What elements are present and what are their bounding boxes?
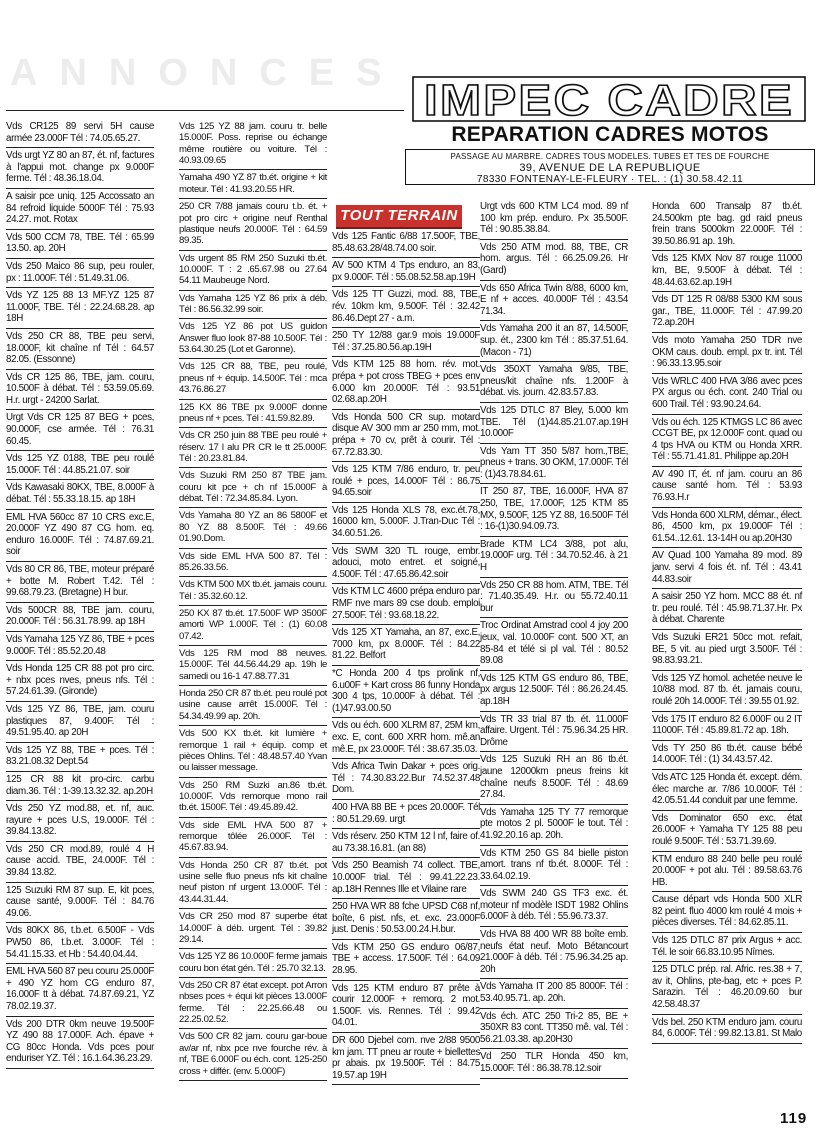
classified-ad: Vds 250 Maico 86 sup, peu rouler, px : 11.000F. Tél : 51.49.31.06. xyxy=(6,259,154,288)
classified-ad: Vds éch. ATC 250 Tri-2 85, BE + 350XR 83 cont. TT350 mê. val. Tél : 56.21.03.38. ap.20H30 xyxy=(480,1009,628,1050)
classified-ad: Vds Suzuki ER21 50cc mot. refait, BE, 5 vit. au pied urgt 3.500F. Tél : 98.83.93.21. xyxy=(652,630,802,671)
classified-ad: Vds 125 XT Yamaha, an 87, exc.E, 7000 km, px 8.000F. Tél : 84.22 81.22. Belfort xyxy=(332,625,480,666)
classified-ad: 400 HVA 88 BE + pces 20.000F. Tél : 80.51.29.69. urgt xyxy=(332,800,480,829)
classified-ad: Vds Suzuki RM 250 87 TBE jam. couru kit pce + ch nf 15.000F à débat. Tél : 72.34.85.84. Lyon. xyxy=(179,468,327,508)
classified-ad: Vds Dominator 650 exc. état 26.000F + Yamaha TY 125 88 peu roulé 9.500F. Tél : 53.71.39.69. xyxy=(652,811,802,852)
classified-ad: Vds 125 KTM enduro 87 prête à courir 12.000F + remorq. 2 mot. 1.500F. vis. Rennes. Tél : 99.42 04.01. xyxy=(332,981,480,1033)
classified-ad: Vds KTM 500 MX tb.ét. jamais couru. Tél : 35.32.60.12. xyxy=(179,577,327,606)
classified-ad: Vds 125 Honda XLS 78, exc.ét.78, 16000 km, 5.000F. J.Tran-Duc Tél : 34.60.51.26. xyxy=(332,503,480,544)
classified-ad: Vds Honda 125 CR 88 pot pro circ. + nbx pces nves, pneus nfs. Tél : 57.24.61.39. (Gironde) xyxy=(6,661,154,702)
classified-ad: Vds TR 33 trial 87 tb. ét. 11.000F affaire. Urgent. Tél : 75.96.34.25 HR. Drôme xyxy=(480,712,628,753)
classified-ad: Vds 125 KTM GS enduro 86, TBE, px argus 12.500F. Tél : 86.26.24.45. ap.18H xyxy=(480,671,628,712)
classified-ad: Vds 125 Fantic 6/88 17.500F, TBE, 85.48.63.28/48.74.00 soir. xyxy=(332,229,480,258)
classified-ad: Vds SWM 240 GS TF3 exc. ét. moteur nf modèle ISDT 1982 Ohlins 6.000F à déb. Tél : 55.96.73.37. xyxy=(480,886,628,927)
classified-ad: Vds réserv. 250 KTM 12 l nf, faire of. au 73.38.16.81. (an 88) xyxy=(332,829,480,858)
classified-ad: Vds KTM 125 88 hom. rév. mot. prépa + pot cross TBEG + pces env 6.000 km 20.000F. Tél : 93.51 02.68.ap.20H xyxy=(332,357,480,409)
ad-subtitle: REPARATION CADRES MOTOS xyxy=(451,123,769,146)
classifieds-column-5 xyxy=(652,199,802,1044)
classified-ad: Vds 250 ATM mod. 88, TBE, CR hom. argus. Tél : 66.25.09.26. Hr (Gard) xyxy=(480,240,628,281)
page-number: 119 xyxy=(780,1110,808,1127)
classified-ad: Vds 125 KMX Nov 87 rouge 11000 km, BE, 9.500F à débat. Tél : 48.44.63.62.ap.19H xyxy=(652,251,802,292)
classified-ad: Vds 500 KX tb.ét. kit lumière + remorque 1 rail + équip. comp et pièces Ohlins. Tél : 48.48.57.40 Yvan ou laisser message. xyxy=(179,726,327,777)
classified-ad: Cause départ vds Honda 500 XLR 82 peint. fluo 4000 km roulé 4 mois + pièces diverses. Tél : 84.62.85.11. xyxy=(652,892,802,933)
classified-ad: Vds CR 125 86, TBE, jam. couru, 10.500F à débat. Tél : 53.59.05.69. H.r. urgt - 24200 Sarlat. xyxy=(6,370,154,411)
classifieds-column-1 xyxy=(6,119,154,1069)
classified-ad: A saisir 250 YZ hom. MCC 88 ét. nf tr. peu roulé. Tél : 45.98.71.37.Hr. Px à débat. Charente xyxy=(652,589,802,630)
classified-ad: Vds DT 125 R 08/88 5300 KM sous gar., TBE, 11.000F. Tél : 47.99.20 72.ap.20H xyxy=(652,292,802,333)
classified-ad: Yamaha 490 YZ 87 tb.ét. origine + kit moteur. Tél : 41.93.20.55 HR. xyxy=(179,170,327,199)
classified-ad: Vds Yamaha 125 YZ 86 prix à déb. Tél : 86.56.32.99 soir. xyxy=(179,291,327,320)
classified-ad: DR 600 Djebel com. nve 2/88 9500 km jam. TT pneu ar route + biellettes pr abais. px 19.500F. Tél : 84.75 19.57.ap 19H xyxy=(332,1033,480,1085)
classified-ad: AV 500 KTM 4 Tps enduro, an 83, px 9.000F. Tél : 55.08.52.58.ap.19H xyxy=(332,258,480,287)
classified-ad: Vds Yam TT 350 5/87 hom.,TBE, pneus + trans. 30 OKM, 17.000F. Tél : (1)43.78.84.61. xyxy=(480,444,628,485)
classified-ad: Vds KTM LC 4600 prépa enduro par RMF nve mars 89 cse doub. emploi 27.500F. Tél : 93.68.18.22. xyxy=(332,584,480,625)
classified-ad: Vds Honda 250 CR 87 tb.ét. pot usine selle fluo pneus nfs kit chaîne neuf piston nf urgent 13.000F. Tél : 43.44.31.44. xyxy=(179,858,327,909)
classified-ad: 250 KX 87 tb.ét. 17.500F WP 3500F amorti WP 1.000F. Tél : (1) 60.08 07.42. xyxy=(179,606,327,646)
classified-ad: Vds 125 YZ homol. achetée neuve le 10/88 mod. 87 tb. ét. jamais couru, roulé 20h 14.000F. Tél : 39.55 01.92. xyxy=(652,671,802,712)
classifieds-column-2 xyxy=(179,119,327,1081)
classified-ad: Vds CR 250 juin 88 TBE peu roulé + réserv. 17 l alu PR CR le tt 25.000F. Tél : 20.23.81.84. xyxy=(179,428,327,468)
classified-ad: Vds 80 CR 86, TBE, moteur préparé + botte M. Robert T.42. Tél : 99.68.79.23. (Bretagne) H bur. xyxy=(6,562,154,603)
classified-ad: *C Honda 200 4 tps prolink nf, 6.u00F + Kart cross 86 funny Honda 300 4 tps, 10.000F à débat. Tél : (1)47.93.00.50 xyxy=(332,666,480,718)
classifieds-column-4 xyxy=(480,199,628,1079)
classified-ad: EML HVA 560cc 87 10 CRS exc.E, 20.000F YZ 490 87 CG hom. eq. enduro 16.000F. Tél : 74.87.69.21. soir xyxy=(6,510,154,562)
classified-ad: Honda 250 CR 87 tb.ét. peu roulé pot usine cause arrêt 15.000F. Tél : 54.34.49.99 ap. 20h. xyxy=(179,686,327,726)
classified-ad: 125 DTLC prép. ral. Afric. res.38 + 7, av it, Ohlins, pte-bag, etc + pces P. Sarazin. Tél : 46.20.09.60 bur 42.58.48.37 xyxy=(652,962,802,1014)
ad-services-line: PASSAGE AU MARBRE. CADRES TOUS MODELES. TUBES ET TES DE FOURCHE xyxy=(450,152,770,161)
classified-ad: Vds 200 DTR 0km neuve 19.500F YZ 490 88 17.000F. Ach. épave + CG 80cc Honda. Vds pces pour enduriser YZ. Tél : 16.1.64.36.23.29. xyxy=(6,1017,154,1069)
classified-ad: 250 HVA WR 88 fche UPSD C68 nf, boîte, 6 pist. nfs, et. exc. 23.000F just. Denis : 50.53.00.24.H.bur. xyxy=(332,899,480,940)
classified-ad: Vds Yamaha 125 TY 77 remorque pte motos 2 pl. 5000F le tout. Tél : 41.92.20.16 ap. 20h. xyxy=(480,805,628,846)
classified-ad: KTM enduro 88 240 belle peu roulé 20.000F + pot alu. Tél : 89.58.63.76 HB. xyxy=(652,852,802,893)
classified-ad: Vds 125 YZ 0188, TBE peu roulé 15.000F. Tél : 44.85.21.07. soir xyxy=(6,451,154,480)
classified-ad: Vds 125 TT Guzzi, mod. 88, TBE, rév. 10km km, 9.500F. Tél : 32.42 86.46.Dept 27 - a.m. xyxy=(332,287,480,328)
classified-ad: Vds YZ 125 88 13 MF.YZ 125 87 11.000F, TBE. Tél : 22.24.68.28. ap 18H xyxy=(6,288,154,329)
classified-ad: Vds 125 Suzuki RH an 86 tb.ét. jaune 12000km pneus freins kit chaîne neufs 8.500F. Tél : 48.69 27.84. xyxy=(480,752,628,804)
classified-ad: Vds 500CR 88, TBE jam. couru, 20.000F. Tél : 56.31.78.99. ap 18H xyxy=(6,603,154,632)
header-rule xyxy=(6,110,404,111)
classified-ad: Vds HVA 88 400 WR 88 boîte emb. neufs état neuf. Moto Bétancourt 21.000F à déb. Tél : 75.96.34.25 ap. 20h xyxy=(480,927,628,979)
classified-ad: Vds CR125 89 servi 5H cause armée 23.000F Tél : 74.05.65.27. xyxy=(6,119,154,148)
classified-ad: Vds 125 KTM 7/86 enduro, tr. peu roulé + pces, 14.000F Tél : 86.75 94.65.soir xyxy=(332,462,480,503)
classified-ad: Vds urgent 85 RM 250 Suzuki tb.ét. 10.000F. T : 2 .65.67.98 ou 27.64 54.11 Maubeuge Nord. xyxy=(179,251,327,291)
classified-ad: Vds 250 RM Suzki an.86 tb.ét. 10.000F. Vds remorque mono rail tb.ét. 1500F. Tél : 49.45.89.42. xyxy=(179,778,327,818)
ad-street-line: 39, AVENUE DE LA REPUBLIQUE xyxy=(519,162,701,174)
classified-ad: Vds 125 CR 88, TBE, peu roulé, pneus nf + équip. 14.500F. Tél : mca 43.76.86.27 xyxy=(179,359,327,399)
classified-ad: Urgt Vds CR 125 87 BEG + pces, 90.000F, cse armée. Tél : 76.31 60.45. xyxy=(6,410,154,451)
classified-ad: Vds KTM 250 GS enduro 06/87, TBE + access. 17.500F. Tél : 64.09 28.95. xyxy=(332,940,480,981)
classified-ad: Vds moto Yamaha 250 TDR nve OKM caus. doub. empl. px tr. int. Tél : 96.33.13.95.soir xyxy=(652,333,802,374)
classified-ad: Vds Yamaha IT 200 85 8000F. Tél : 53.40.95.71. ap. 20h. xyxy=(480,979,628,1008)
classified-ad: Vds ATC 125 Honda ét. except. dém. élec marche ar. 7/86 10.000F. Tél : 42.05.51.44 conduit par une femme. xyxy=(652,770,802,811)
classified-ad: Vds Yamaha 200 it an 87, 14.500F, sup. ét., 2300 km Tél : 85.37.51.64. (Macon - 71) xyxy=(480,321,628,362)
classified-ad: Vds SWM 320 TL rouge, embr. adouci, moto entret. et soigné, 4.500F. Tél : 47.65.86.42.soir xyxy=(332,544,480,585)
classified-ad: Vds side EML HVA 500 87 + remorque tôlée 26.000F. Tél : 45.67.83.94. xyxy=(179,818,327,858)
classified-ad: AV 490 IT, ét. nf jam. couru an 86 cause santé hom. Tél : 53.93 76.93.H.r xyxy=(652,467,802,508)
classified-ad: Vds Kawasaki 80KX, TBE, 8.000F à débat. Tél : 55.33.18.15. ap 18H xyxy=(6,480,154,509)
classifieds-column-3 xyxy=(332,229,480,1085)
classified-ad: Vds WRLC 400 HVA 3/86 avec pces PX argus ou éch. cont. 240 Trial ou 600 Trail. Tél : 93.90.24.64. xyxy=(652,374,802,415)
classified-ad: Vds ou éch. 125 KTMGS LC 86 avec CCGT BE, px 12.000F cont. quad ou 4 tps HVA ou KTM ou Honda XRR. Tél : 55.71.41.81. Philippe ap.20H xyxy=(652,415,802,467)
classified-ad: EML HVA 560 87 peu couru 25.000F + 490 YZ hom CG enduro 87, 16.000F tt à débat. 74.87.69.21, YZ 78.02.19.37. xyxy=(6,964,154,1016)
classified-ad: IT 250 87, TBE, 16.000F, HVA 87 250, TBE, 17.000F, 125 KTM 85 MX, 9.500F, 125 YZ 88, 16.500F Tél : 16-(1)30.94.09.73. xyxy=(480,484,628,536)
classified-ad: Brade KTM LC4 3/88, pot alu, 19.000F urg. Tél : 34.70.52.46. à 21 H xyxy=(480,537,628,578)
classified-ad: Vds urgt YZ 80 an 87, ét. nf, factures à l'appui mot. change px 9.000F ferme. Tél : 48.36.18.04. xyxy=(6,148,154,189)
classified-ad: Vds Africa Twin Dakar + pces orig. Tél : 74.30.83.22.Bur 74.52.37.48 Dom. xyxy=(332,759,480,800)
classified-ad: Vds 125 YZ 88 jam. couru tr. belle 15.000F. Poss. reprise ou échange même routière ou voiture. Tél : 40.93.09.65 xyxy=(179,119,327,170)
classified-ad: Vds 650 Africa Twin 8/88, 6000 km, E nf + acces. 40.000F Tél : 43.54 71.34. xyxy=(480,281,628,322)
classified-ad: Vds 500 CCM 78, TBE. Tél : 65.99 13.50. ap. 20H xyxy=(6,230,154,259)
classified-ad: Vds 125 DTLC 87 prix Argus + acc. Tél. le soir 66.83.10.95 Nîmes. xyxy=(652,933,802,962)
classified-ad: Troc Ordinat Amstrad cool 4 joy 200 jeux, val. 10.000F cont. 500 XT, an 85-84 et télé si pl val. Tél : 80.52 89.08 xyxy=(480,618,628,670)
classified-ad: Vds CR 250 mod 87 superbe état 14.000F à déb. urgent. Tél : 39.82 29.14. xyxy=(179,909,327,949)
classified-ad: AV Quad 100 Yamaha 89 mod. 89 janv. servi 4 fois ét. nf. Tél : 43.41 44.83.soir xyxy=(652,548,802,589)
classified-ad: Vds 350XT Yamaha 9/85, TBE, pneus/kit chaîne nfs. 1.200F à débat. vis. journ. 42.83.57.83. xyxy=(480,362,628,403)
classified-ad: Vds 125 RM mod 88 neuves. 15.000F. Tél 44.56.44.29 ap. 19h le samedi ou 16-1 47.88.77.31 xyxy=(179,646,327,686)
classified-ad: Vds 500 CR 82 jam. couru gar-boue av/ar nf, nbx pce nve fourche rév. à nf, TBE 6.000F ou éch. cont. 125-250 cross + différ. (env. 5.000F) xyxy=(179,1029,327,1080)
classified-ad: A saisir pce uniq. 125 Accossato an 84 refroid liquide 5000F Tél : 75.93 24.27. mot. Rotax xyxy=(6,189,154,230)
classified-ad: Vds 250 CR 88 hom. ATM, TBE. Tél : 71.40.35.49. H.r. ou 55.72.40.11 bur xyxy=(480,578,628,619)
classified-ad: Vds KTM 250 GS 84 bielle piston amort. trans nf tb.ét. 8.000F. Tél : 33.64.02.19. xyxy=(480,846,628,887)
impec-cadre-advertisement xyxy=(405,72,815,184)
classified-ad: 250 TY 12/88 gar.9 mois 19.000F Tél : 37.25.80.56.ap.19H xyxy=(332,328,480,357)
classified-ad: 125 KX 86 TBE px 9.000F donne pneus nf + pces. Tél : 41.59.82.89. xyxy=(179,400,327,429)
classified-ad: Vds Honda 500 CR sup. motard disque AV 300 mm ar 250 mm, mot. prépa + 70 cv, prêt à courir. Tél : 67.72.83.30. xyxy=(332,410,480,462)
classified-ad: Vds 125 YZ 86 10.000F ferme jamais couru bon état gén. Tél : 25.70 32.13. xyxy=(179,949,327,978)
classified-ad: Vds TY 250 86 tb.ét. cause bébé 14.000F. Tél : (1) 34.43.57.42. xyxy=(652,741,802,770)
classified-ad: Vds side EML HVA 500 87. Tél : 85.26.33.56. xyxy=(179,549,327,578)
classified-ad: Vds ou éch. 600 XLRM 87, 25M km, exc. E, cont. 600 XRR hom. mê.an mê.E, px 23.000F. Tél : 38.67.35.03. xyxy=(332,718,480,759)
classified-ad: Vds 125 DTLC 87 Bley, 5.000 km TBE. Tél (1)44.85.21.07.ap.19H 10.000F xyxy=(480,403,628,444)
classified-ad: 125 Suzuki RM 87 sup. E, kit pces, cause santé, 9.000F. Tél : 84.76 49.06. xyxy=(6,883,154,924)
classified-ad: Urgt vds 600 KTM LC4 mod. 89 nf 100 km prép. enduro. Px 35.500F. Tél : 90.85.38.84. xyxy=(480,199,628,240)
classified-ad: Vds Honda 600 XLRM, démar., élect. 86, 4500 km, px 19.000F Tél : 61.54..12.61. 13-14H ou ap.20H30 xyxy=(652,508,802,549)
section-watermark-title: ANNONCES xyxy=(10,52,404,94)
classified-ad: Vds 125 YZ 86, TBE, jam. couru plastiques 87, 9.400F. Tél : 49.51.95.40. ap 20H xyxy=(6,702,154,743)
impec-cadre-logo xyxy=(412,76,806,122)
classified-ad: Vds 250 CR 87 état except. pot Arron nbses pces + équi kit pièces 13.000F ferme. Tél : 22.25.66.48 ou 22.25.02.52. xyxy=(179,978,327,1029)
classified-ad: Vds 175 IT enduro 82 6.000F ou 2 IT 11000F. Tél : 45.89.81.72 ap. 18h. xyxy=(652,712,802,741)
tout-terrain-banner: TOUT TERRAIN xyxy=(336,205,462,229)
logo-text: IMPEC CADRE xyxy=(424,76,794,122)
classified-ad: Honda 600 Transalp 87 tb.ét. 24.500km pte bag. gd raid pneus frein trans 5000km 22.000F. Tél : 39.50.86.91 ap. 19h. xyxy=(652,199,802,251)
classified-ad: Vds 80KX 86, t.b.et. 6.500F - Vds PW50 86, t.b.et. 3.000F. Tél : 54.41.15.33. et Hb : 54.40.04.44. xyxy=(6,923,154,964)
classified-ad: 125 CR 88 kit pro-circ. carbu diam.36. Tél : 1-39.13.32.32. ap.20H xyxy=(6,772,154,801)
classified-ad: Vds 250 Beamish 74 collect. TBE, 10.000F trial. Tél : 99.41.22.23. ap.18H Rennes Ille et Vilaine rare xyxy=(332,858,480,899)
classified-ad: Vds 250 CR 88, TBE peu servi, 18.000F, kit chaîne nf Tél : 64.57 82.05. (Essonne) xyxy=(6,329,154,370)
classified-ad: Vds 125 YZ 86 pot US guidon Answer fluo look 87-88 10.500F. Tél : 53.64.30.25 (Lot et Garonne). xyxy=(179,319,327,359)
classified-ad: 250 CR 7/88 jamais couru t.b. ét. + pot pro circ + origine neuf Renthal plastique neufs 20.000F. Tél : 64.59 89.35. xyxy=(179,199,327,250)
classified-ad: Vds 125 YZ 88, TBE + pces. Tél : 83.21.08.32 Dept.54 xyxy=(6,743,154,772)
classified-ad: Vds Yamaha 125 YZ 86, TBE + pces 9.000F. Tél : 85.52.20.48 xyxy=(6,632,154,661)
classified-ad: Vds Yamaha 80 YZ an 86 5800F et 80 YZ 88 8.500F. Tél : 49.66 01.90.Dom. xyxy=(179,508,327,548)
classified-ad: Vds 250 YZ mod.88, et. nf, auc. rayure + pces U.S, 19.000F. Tél : 39.84.13.82. xyxy=(6,801,154,842)
classified-ad: Vds 250 CR mod.89, roulé 4 H cause accid. TBE, 24.000F. Tél : 39.84 13.82. xyxy=(6,842,154,883)
ad-city-phone-line: 78330 FONTENAY-LE-FLEURY · TEL. : (1) 30.58.42.11 xyxy=(476,174,744,185)
classified-ad: Vd 250 TLR Honda 450 km, 15.000F. Tél : 86.38.78.12.soir xyxy=(480,1049,628,1078)
classified-ad: Vds bel. 250 KTM enduro jam. couru 84, 6.000F. Tél : 99.82.13.81. St Malo xyxy=(652,1015,802,1044)
ad-address-box xyxy=(405,149,815,185)
